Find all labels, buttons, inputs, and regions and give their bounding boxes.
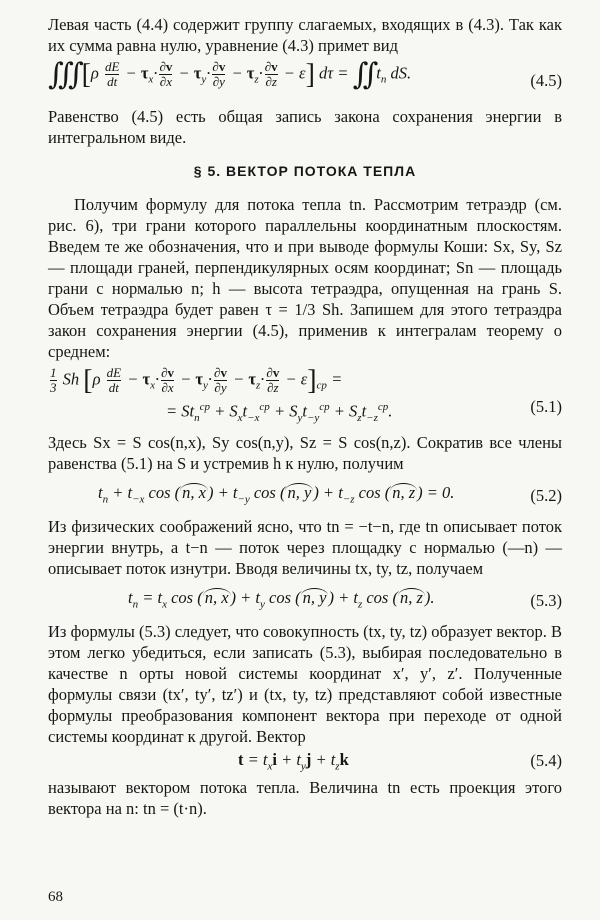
equation-number: (5.3) [530, 591, 562, 610]
paragraph-conservation: Равенство (4.5) есть общая запись закона сохранения энергии в интегральном виде. [48, 107, 562, 147]
equation-5-4: $t = t_xi + t_yj + t_zk$ (5.4) [238, 750, 562, 773]
paragraph-definition: называют вектором потока тепла. Величина tn есть проекция этого вектора на n: tn = (t·n). [48, 778, 562, 818]
equation-number: (4.5) [530, 71, 562, 90]
equation-number: (5.1) [530, 397, 562, 416]
paragraph-intro: Левая часть (4.4) содержит группу слагаемых, входящих в (4.3). Так как их сумма равна нулю, уравнение (4.3) примет вид [48, 15, 562, 55]
page-number: 68 [48, 889, 63, 905]
equation-4-5: ∭ [ρ $\frac{dE}{dt}$ − $\tau_x\cdot$ $\frac{\partial v}{\partial x}$ − $\tau_y\cdot$ $\frac{\partial v}{\partial y}$ − $\tau_z\cdot$ $\frac{\partial v}{\partial z}$ − ε] dτ = ∬ $t_n$ dS. (4.5) [48, 58, 562, 91]
equation-number: (5.2) [530, 486, 562, 505]
paragraph-physical: Из физических соображений ясно, что tn = −t−n, где tn описывает поток энергии внутрь, а t−n — поток через площадку с нормалью (—n) — описывает поток изнутри. Вводя величины tx, ty, tz, получаем [48, 517, 562, 578]
paragraph-derivation: Получим формулу для потока тепла tn. Рассмотрим тетраэдр (см. рис. 6), три грани которого параллельны координатным плоскостям. Введем те же обозначения, что и при выводе формулы Коши: Sx, Sy, Sz — площади граней, перпендикулярных осям координат; Sn — площадь грани с нормалью n; h — высота тетраэдра, опущенная на грань S. Объем тетраэдра будет равен τ = 1/3 Sh. Запишем для этого тетраэдра закон сохранения энергии (4.5), применив к интегралам теорему о среднем: [48, 195, 562, 361]
paragraph-reduction: Здесь Sx = S cos(n,x), Sy cos(n,y), Sz = S cos(n,z). Сократив все члены равенства (5.1) на S и устремив h к нулю, получим [48, 433, 562, 473]
paragraph-vector: Из формулы (5.3) следует, что совокупность (tx, ty, tz) образует вектор. В этом легко убедиться, если записать (5.3), выбирая последовательно в качестве n орты новой системы координат x′, y′, z′. Полученные формулы связи (tx′, ty′, tz′) и (tx, ty, tz) представляют собой известные формулы преобразования компонент вектора при переходе от одной системы координат к другой. Вектор [48, 622, 562, 746]
equation-5-2: $t_n + t_{-x}$ cos ( n, x ) + $t_{-y}$ cos ( n, y ) + $t_{-z}$ cos ( n, z ) = 0. (5.2) [98, 483, 562, 506]
equation-5-1: $\frac{1}{3}$ Sh [ρ $\frac{dE}{dt}$ − $\tau_x\cdot$ $\frac{\partial v}{\partial x}$ − $\tau_y\cdot$ $\frac{\partial v}{\partial y}$ − $\tau_z\cdot$ $\frac{\partial v}{\partial z}$ − $\varepsilon]_{ср}$ = = $St_n^{ср} + S_xt_{-x}^{ср} + S_yt_{-y}^{ср} + S_zt_{-z}^{ср}$. (5.1) [50, 365, 562, 424]
equation-number: (5.4) [530, 751, 562, 770]
section-heading: § 5. ВЕКТОР ПОТОКА ТЕПЛА [193, 163, 417, 179]
equation-5-3: $t_n = t_x$ cos ( n, x ) + $t_y$ cos ( n, y ) + $t_z$ cos ( n, z ). (5.3) [128, 588, 562, 611]
